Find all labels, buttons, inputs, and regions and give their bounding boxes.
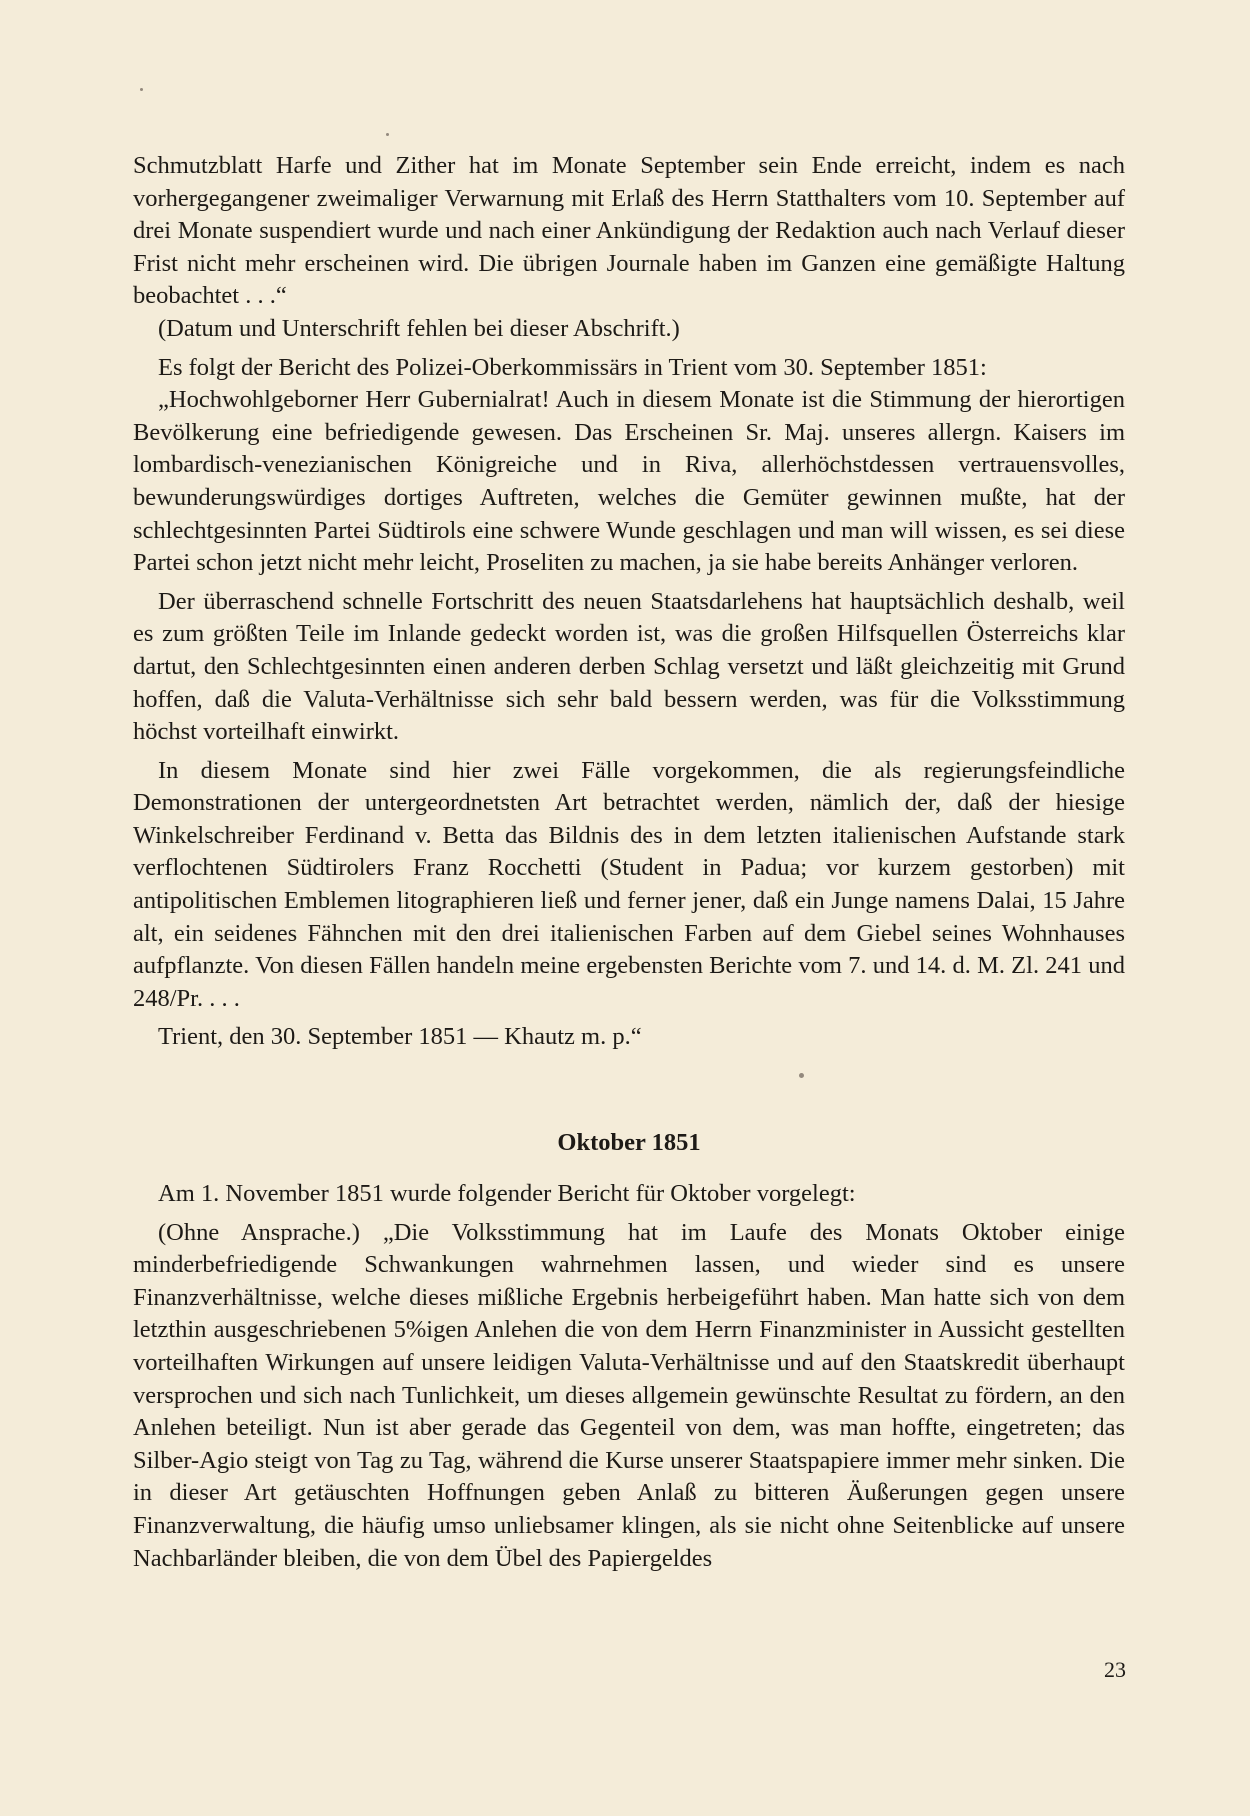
paragraph: Trient, den 30. September 1851 — Khautz m. p.“: [158, 1023, 642, 1051]
paragraph: „Hochwohlgeborner Herr Gubernialrat! Auch in diesem Monate ist die Stimmung der hierortigen Bevölkerung eine befriedigende gewesen. Das Erscheinen Sr. Maj. unseres allergn. Kaisers im lombardisch-venezianischen Königreiche und in Riva, allerhöchstdessen vertrauensvolles, bewunderungswürdiges dortiges Auftreten, welches die Gemüter gewinnen mußte, hat der schlechtgesinnten Partei Südtirols eine schwere Wunde geschlagen und man will wissen, es sei diese Partei schon jetzt nicht mehr leicht, Proseliten zu machen, ja sie habe bereits Anhänger verloren.: [133, 386, 1125, 577]
paper-speck: [140, 88, 143, 91]
paragraph: Es folgt der Bericht des Polizei-Oberkommissärs in Trient vom 30. September 1851:: [158, 353, 987, 381]
paragraph: Schmutzblatt Harfe und Zither hat im Monate September sein Ende erreicht, indem es nach vorhergegangener zweimaliger Verwarnung mit Erlaß des Herrn Statthalters vom 10. September auf drei Monate suspendiert wurde und nach einer Ankündigung der Redaktion auch nach Verlauf dieser Frist nicht mehr erscheinen wird. Die übrigen Journale haben im Ganzen eine gemäßigte Haltung beobachtet . . .“: [133, 152, 1125, 310]
paragraph: Der überraschend schnelle Fortschritt des neuen Staatsdarlehens hat hauptsächlich deshalb, weil es zum größten Teile im Inlande gedeckt worden ist, was die großen Hilfsquellen Österreichs klar dartut, den Schlechtgesinnten einen anderen derben Schlag versetzt und läßt gleichzeitig mit Grund hoffen, daß die Valuta-Verhältnisse sich sehr bald bessern werden, was für die Volksstimmung höchst vorteilhaft einwirkt.: [133, 587, 1125, 746]
paragraph: (Ohne Ansprache.) „Die Volksstimmung hat im Laufe des Monats Oktober einige minderbefriedigende Schwankungen wahrnehmen lassen, und wieder sind es unsere Finanzverhältnisse, welche dieses mißliche Ergebnis herbeigeführt haben. Man hatte sich von dem letzthin ausgeschriebenen 5%igen Anlehen die von dem Herrn Finanzminister in Aussicht gestellten vorteilhaften Wirkungen auf unsere leidigen Valuta-Verhältnisse und auf den Staatskredit überhaupt versprochen und sich nach Tunlichkeit, um dieses allgemein gewünschte Resultat zu fördern, an den Anlehen beteiligt. Nun ist aber gerade das Gegenteil von dem, was man hoffte, eingetreten; das Silber-Agio steigt von Tag zu Tag, während die Kurse unserer Staatspapiere immer mehr sinken. Die in dieser Art getäuschten Hoffnungen geben Anlaß zu bitteren Äußerungen gegen unsere Finanzverwaltung, die häufig umso unliebsamer klingen, als sie nicht ohne Seitenblicke auf unsere Nachbarländer bleiben, die von dem Übel des Papiergeldes: [133, 1218, 1125, 1572]
paragraph: (Datum und Unterschrift fehlen bei dieser Abschrift.): [158, 314, 680, 342]
body-text-section-2: [133, 1178, 1125, 1575]
paper-speck: [799, 1073, 804, 1078]
page-number: 23: [1104, 1657, 1126, 1682]
section-heading: Oktober 1851: [557, 1129, 701, 1156]
paragraph: Am 1. November 1851 wurde folgender Bericht für Oktober vorgelegt:: [158, 1180, 856, 1207]
body-text-section-1: [133, 150, 1125, 1054]
paper-speck: [386, 133, 389, 136]
paragraph: In diesem Monate sind hier zwei Fälle vorgekommen, die als regierungsfeindliche Demonstrationen der untergeordnetsten Art betrachtet werden, nämlich der, daß der hiesige Winkelschreiber Ferdinand v. Betta das Bildnis des in dem letzten italienischen Aufstande stark verflochtenen Südtirolers Franz Rocchetti (Student in Padua; vor kurzem gestorben) mit antipolitischen Emblemen litographieren ließ und ferner jener, daß ein Junge namens Dalai, 15 Jahre alt, ein seidenes Fähnchen mit den drei italienischen Farben auf dem Giebel seines Wohnhauses aufpflanzte. Von diesen Fällen handeln meine ergebensten Berichte vom 7. und 14. d. M. Zl. 241 und 248/Pr. . . .: [133, 756, 1125, 1012]
